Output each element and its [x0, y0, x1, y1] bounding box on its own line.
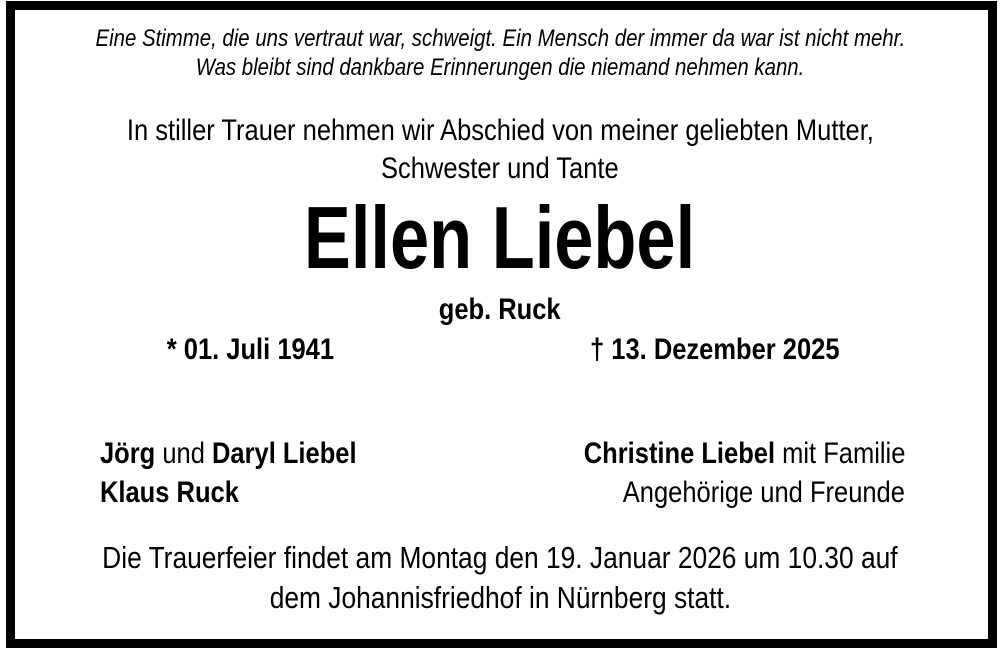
intro-line-2: Schwester und Tante — [381, 152, 619, 185]
mourner-daryl-liebel: Daryl Liebel — [211, 437, 357, 470]
verse-line-1: Eine Stimme, die uns vertraut war, schweigt. Ein Mensch der immer da war ist nicht mehr. — [95, 25, 905, 52]
intro-line-1: In stiller Trauer nehmen wir Abschied von meiner geliebten Mutter, — [126, 114, 874, 147]
mourner-with-family: mit Familie — [774, 437, 905, 470]
mourners-relatives-friends: Angehörige und Freunde — [622, 476, 905, 509]
mourner-joerg: Jörg — [100, 437, 156, 470]
mourners-left-line-1 — [100, 434, 357, 473]
verse-line-2: Was bleibt sind dankbare Erinnerungen die niemand nehmen kann. — [195, 54, 805, 81]
birth-date: * 01. Juli 1941 — [166, 333, 334, 366]
deceased-name: Ellen Liebel — [304, 188, 696, 287]
memorial-verse — [0, 24, 1000, 82]
death-date: † 13. Dezember 2025 — [590, 333, 840, 366]
mourner-christine-liebel: Christine Liebel — [583, 437, 775, 470]
mourners-right-line-1 — [583, 434, 905, 473]
funeral-line-2: dem Johannisfriedhof in Nürnberg statt. — [269, 580, 731, 615]
funeral-info — [0, 538, 1000, 618]
intro-text — [0, 112, 1000, 188]
mourners-left — [100, 434, 402, 512]
mourner-connector: und — [155, 437, 212, 470]
mourner-klaus-ruck: Klaus Ruck — [100, 476, 239, 509]
maiden-name: geb. Ruck — [439, 293, 561, 326]
funeral-line-1: Die Trauerfeier findet am Montag den 19. Januar 2026 um 10.30 auf — [102, 540, 898, 575]
mourners-right — [527, 434, 905, 512]
